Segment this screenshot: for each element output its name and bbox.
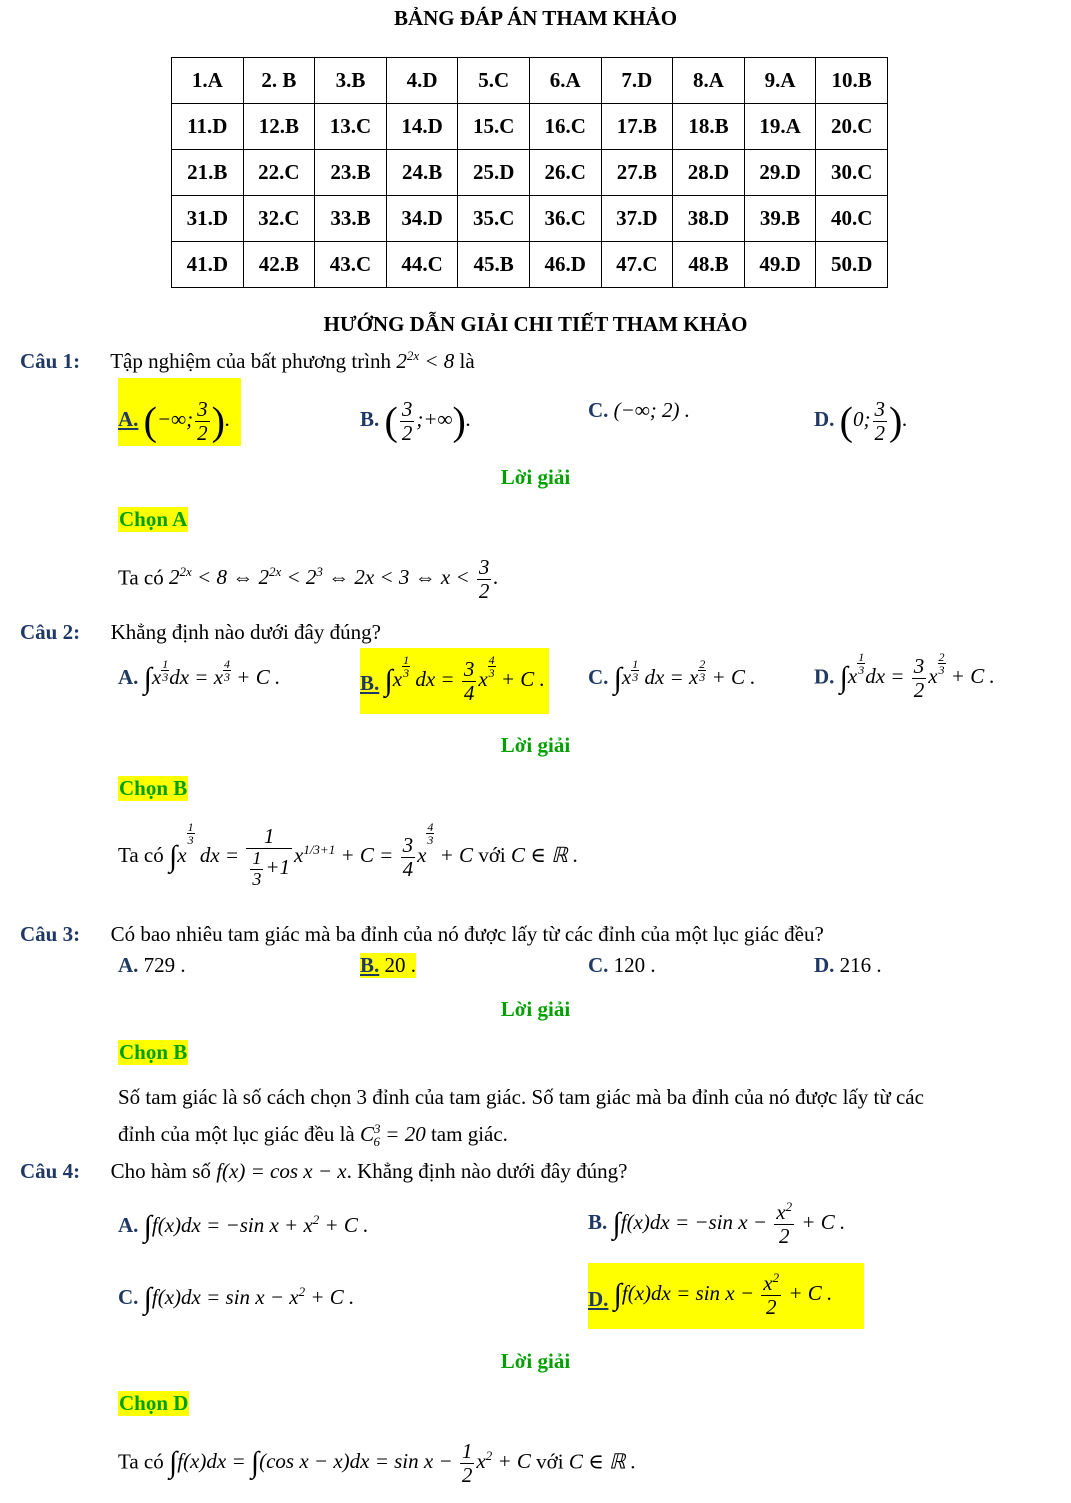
answer-row [172,242,888,288]
q1-option-d: D. (0; $\frac{3}{2}$ ). [814,397,908,446]
answer-cell: 16.C [529,104,601,150]
answer-cell: 45.B [458,242,530,288]
question-tail: là [459,349,475,373]
option-letter: A. [118,407,139,432]
answer-cell: 10.B [816,58,888,104]
answer-cell: 19.A [744,104,816,150]
answer-cell: 47.C [601,242,673,288]
question-2: Câu 2: Khẳng định nào dưới đây đúng? [20,620,381,644]
q1-option-b: B. ( $\frac{3}{2}$ ;+∞). [360,397,472,446]
answer-cell: 37.D [601,196,673,242]
answer-cell: 36.C [529,196,601,242]
answer-cell: 15.C [458,104,530,150]
answer-table [171,57,888,288]
solution-heading: Lời giải [500,997,571,1021]
answer-cell: 24.B [386,150,458,196]
math-inequality: $2^{2x} < 8$ [396,348,460,373]
answer-cell: 1.A [172,58,244,104]
answer-cell: 6.A [529,58,601,104]
answer-row [172,58,888,104]
answer-row [172,104,888,150]
answer-cell: 35.C [458,196,530,242]
answer-cell: 7.D [601,58,673,104]
answer-cell: 48.B [673,242,745,288]
answer-cell: 38.D [673,196,745,242]
q4-option-c: C. $\int f(x)dx = \sin x - x^2 + C$ . [118,1282,355,1315]
answer-cell: 46.D [529,242,601,288]
q2-option-d: D. ∫x $\frac{1}{3}$ dx = $\frac{3}{2}$ x $\frac{2}{3}$ + C . [814,650,995,703]
answer-cell: 5.C [458,58,530,104]
q1-solution: Ta có $2^{2x} < 8$ ⇔ $2^{2x} < 2^3$ ⇔ 2x < 3 ⇔ x < $\frac{3}{2}$ . [118,555,499,604]
chosen-answer: Chọn B [119,776,188,800]
q2-solution: Ta có ∫x $\frac{1}{3}$ dx = 1 $\frac{1}{3}$ +1 $x^{1/3+1} + C$ = $\frac{3}{4}$ x $\frac{4}{3}$ + C với C ∈ ℝ . [118,820,579,889]
q3-explanation-line-2: đỉnh của một lục giác đều là $C^3_6 = 20$ tam giác. [118,1121,508,1150]
answer-cell: 33.B [315,196,387,242]
q3-option-d: D. 216 . [814,953,882,977]
answer-cell: 49.D [744,242,816,288]
answer-cell: 9.A [744,58,816,104]
answer-cell: 18.B [673,104,745,150]
answer-cell: 11.D [172,104,244,150]
answer-cell: 43.C [315,242,387,288]
answer-cell: 2. B [243,58,315,104]
question-label: Câu 1: [20,349,81,373]
q1-option-c: C. (−∞; 2) . [588,398,691,422]
answer-cell: 39.B [744,196,816,242]
chosen-answer: Chọn A [119,507,188,531]
answer-cell: 29.D [744,150,816,196]
q2-option-a: A. ∫x $\frac{1}{3}$ dx = x $\frac{4}{3}$ + C . [118,657,281,695]
solution-heading: Lời giải [500,1349,571,1373]
q3-option-c: C. 120 . [588,953,656,977]
q4-option-b: B. ∫f(x)dx = −sin x − $\frac{x^2}{2}$ + C . [588,1199,846,1249]
answer-cell: 34.D [386,196,458,242]
answer-cell: 41.D [172,242,244,288]
answer-cell: 40.C [816,196,888,242]
question-3: Câu 3: Có bao nhiêu tam giác mà ba đỉnh của nó được lấy từ các đỉnh của một lục giác đều? [20,922,824,946]
answer-cell: 28.D [673,150,745,196]
q3-explanation-line-1: Số tam giác là số cách chọn 3 đỉnh của tam giác. Số tam giác mà ba đỉnh của nó được lấy từ các [118,1085,924,1109]
answer-cell: 14.D [386,104,458,150]
solution-heading: Lời giải [500,465,571,489]
answer-cell: 22.C [243,150,315,196]
answer-cell: 26.C [529,150,601,196]
answer-cell: 44.C [386,242,458,288]
q1-option-a: A. (−∞; $\frac{3}{2}$ ). [118,378,241,446]
q2-option-c: C. ∫x $\frac{1}{3}$ dx = x $\frac{2}{3}$ + C . [588,657,756,695]
answer-cell: 20.C [816,104,888,150]
answer-row [172,196,888,242]
question-4: Câu 4: Cho hàm số f(x) = cos x − x. Khẳng định nào dưới đây đúng? [20,1159,628,1183]
question-1 [20,348,475,374]
answer-cell: 8.A [673,58,745,104]
detailed-solution-title: HƯỚNG DẪN GIẢI CHI TIẾT THAM KHẢO [323,312,748,336]
answer-cell: 31.D [172,196,244,242]
q4-option-a: A. ∫f(x)dx = −sin $x + x^2 + C$ . [118,1210,369,1243]
q2-option-b: B. ∫x $\frac{1}{3}$ dx = $\frac{3}{4}$ x $\frac{4}{3}$ + C . [360,648,549,714]
q3-option-b: B. 20 . [360,953,417,977]
answer-cell: 12.B [243,104,315,150]
answer-cell: 27.B [601,150,673,196]
answer-cell: 32.C [243,196,315,242]
answer-cell: 4.D [386,58,458,104]
answer-cell: 17.B [601,104,673,150]
chosen-answer: Chọn B [119,1040,188,1064]
q4-solution: Ta có ∫f(x)dx = ∫(cos x − x)dx = sin x − $\frac{1}{2}$ $x^2 + C$ với C ∈ ℝ . [118,1439,637,1488]
q4-option-d: D. ∫f(x)dx = sin x − $\frac{x^2}{2}$ + C . [588,1263,864,1329]
answer-cell: 42.B [243,242,315,288]
answer-cell: 3.B [315,58,387,104]
chosen-answer: Chọn D [119,1391,189,1415]
answer-cell: 25.D [458,150,530,196]
answer-cell: 23.B [315,150,387,196]
answer-cell: 30.C [816,150,888,196]
answer-table-title: BẢNG ĐÁP ÁN THAM KHẢO [393,6,678,30]
answer-cell: 21.B [172,150,244,196]
answer-row [172,150,888,196]
q3-option-a: A. 729 . [118,953,186,977]
question-text: Tập nghiệm của bất phương trình [110,349,392,373]
answer-cell: 13.C [315,104,387,150]
answer-cell: 50.D [816,242,888,288]
solution-heading: Lời giải [500,733,571,757]
